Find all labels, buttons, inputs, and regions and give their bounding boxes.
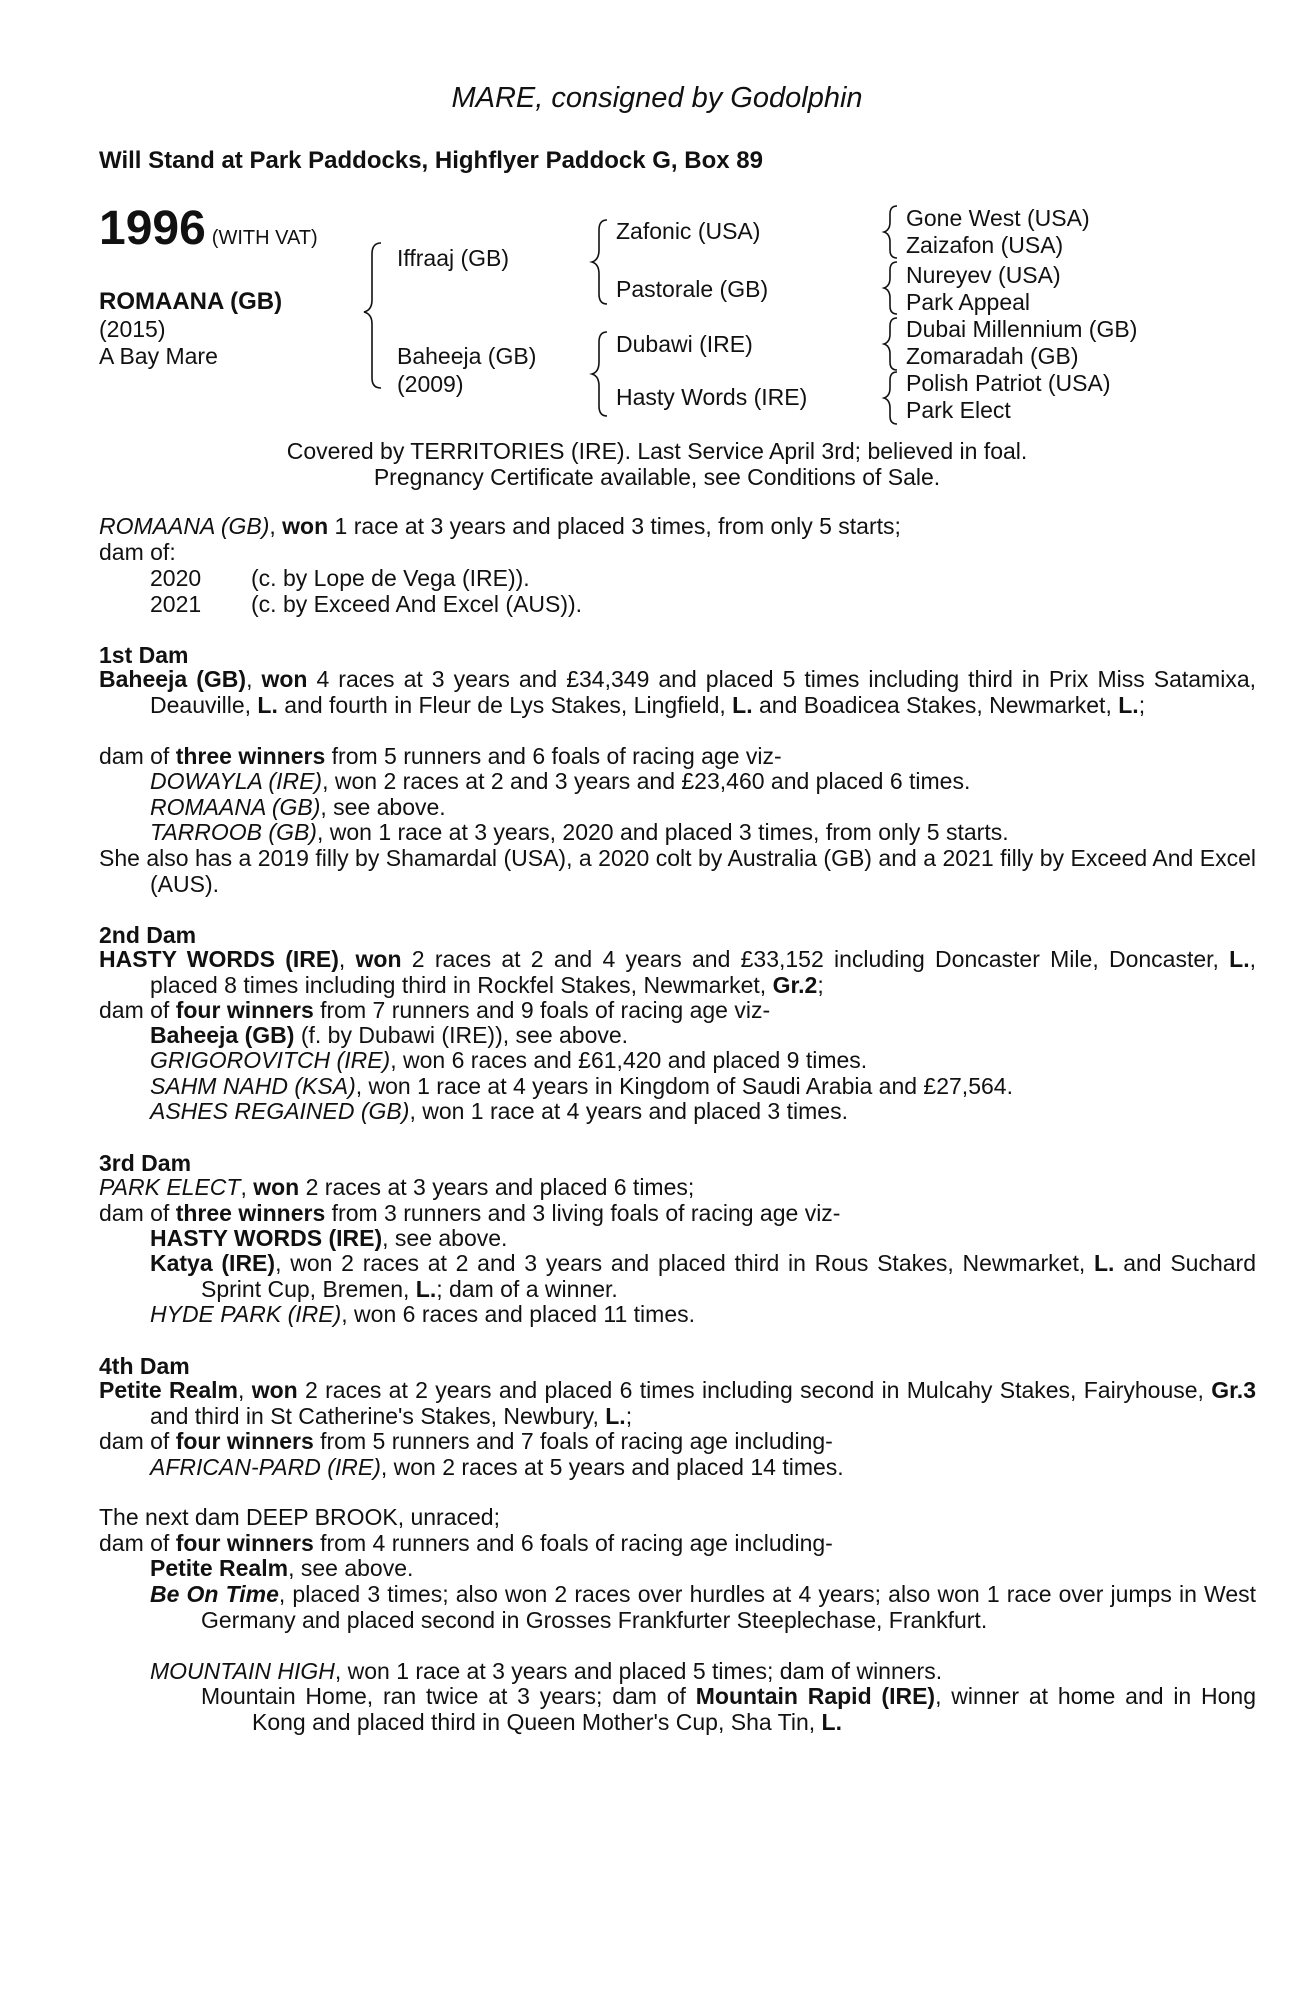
second-dam-offspring-2 <box>150 1048 867 1074</box>
dam-of-prefix: dam of <box>99 1428 176 1454</box>
pedigree-sd-dam: Park Appeal <box>906 289 1031 315</box>
next-dam-grand-offspring <box>201 1684 1256 1735</box>
first-dam-name: Baheeja (GB) <box>99 666 247 692</box>
offspring-record: , won 2 races at 5 years and placed 14 times. <box>380 1454 844 1480</box>
offspring-name: Petite Realm <box>150 1555 289 1581</box>
pedigree-dam-sire: Dubawi (IRE) <box>616 331 753 357</box>
next-dam-offspring-1 <box>150 1556 413 1582</box>
vat-note: (WITH VAT) <box>211 227 318 249</box>
pedigree-sire: Iffraaj (GB) <box>397 245 510 271</box>
produce-2: (c. by Exceed And Excel (AUS)). <box>251 591 583 617</box>
winners-count: four winners <box>175 997 314 1023</box>
first-dam-also-has: She also has a 2019 filly by Shamardal (USA), a 2020 colt by Australia (GB) and a 2021 filly by Exceed And Excel (AUS). <box>99 845 1256 897</box>
offspring-name: ASHES REGAINED (GB) <box>150 1098 410 1124</box>
offspring-record: , won 1 race at 4 years and placed 3 times. <box>409 1098 848 1124</box>
offspring-name: MOUNTAIN HIGH <box>150 1658 335 1684</box>
pedigree-sire-sire: Zafonic (USA) <box>616 218 761 244</box>
group-badge: Gr.3 <box>1211 1377 1256 1403</box>
offspring-record: , see above. <box>382 1225 508 1251</box>
listed-badge: L. <box>415 1275 437 1302</box>
offspring-name: Be On Time <box>150 1581 279 1607</box>
third-dam-offspring-3 <box>150 1302 695 1328</box>
third-dam-text: 2 races at 3 years and placed 6 times; <box>299 1174 695 1200</box>
first-dam-text-3: and Boadicea Stakes, Newmarket, <box>752 691 1119 718</box>
dam-of-rest: from 3 runners and 3 living foals of racing age viz- <box>325 1200 841 1226</box>
second-dam-offspring-1 <box>150 1023 628 1049</box>
intro-rest: 1 race at 3 years and placed 3 times, from only 5 starts; <box>328 513 901 539</box>
listed-badge: L. <box>1229 946 1250 972</box>
dam-of-prefix: dam of <box>99 743 176 769</box>
third-dam-won: won <box>253 1174 300 1200</box>
group-badge: Gr.2 <box>772 971 818 998</box>
pedigree-ss-dam: Zaizafon (USA) <box>906 232 1064 258</box>
third-dam-record: PARK ELECT, won 2 races at 3 years and placed 6 times; <box>99 1174 695 1200</box>
offspring-name: SAHM NAHD (KSA) <box>150 1073 356 1099</box>
offspring-record: , winner at home and in Hong Kong and placed third in Queen Mother's Cup, Sha Tin, <box>252 1683 1257 1735</box>
dam-of-rest: from 4 runners and 6 foals of racing age including- <box>313 1530 833 1556</box>
second-dam-text-3: ; <box>817 971 824 998</box>
intro-dam-of: dam of: <box>99 539 176 565</box>
next-dam-offspring-2 <box>150 1582 1256 1633</box>
fourth-dam-offspring-1 <box>150 1455 844 1481</box>
pedigree-sire-dam: Pastorale (GB) <box>616 276 769 302</box>
first-dam-offspring-2 <box>150 795 446 821</box>
dam-of-rest: from 7 runners and 9 foals of racing age viz- <box>313 997 771 1023</box>
second-dam-record: HASTY WORDS (IRE), won 2 races at 2 and 4 years and £33,152 including Doncaster Mile, Doncaster, L., placed 8 times including third in Rockfel Stakes, Newmarket, Gr.2; <box>99 946 1257 998</box>
second-dam-heading: 2nd Dam <box>99 922 197 948</box>
pedigree-dam-year: (2009) <box>397 371 464 397</box>
fourth-dam-won: won <box>251 1377 298 1403</box>
intro-line: ROMAANA (GB), won 1 race at 3 years and placed 3 times, from only 5 starts; <box>99 513 901 539</box>
first-dam-text-1: 4 races at 3 years and £34,349 and placed 5 times including third in Prix Miss Satamixa, Deauville, <box>150 666 1256 718</box>
third-dam-produce-summary <box>99 1201 840 1227</box>
winners-count: four winners <box>175 1428 314 1454</box>
dam-of-rest: from 5 runners and 7 foals of racing age including- <box>313 1428 833 1454</box>
produce-1: (c. by Lope de Vega (IRE)). <box>251 565 530 591</box>
pedigree-ss-sire: Gone West (USA) <box>906 205 1090 231</box>
offspring-name: Mountain Rapid (IRE) <box>695 1683 936 1709</box>
offspring-name: Baheeja (GB) <box>150 1022 295 1048</box>
pedigree-ds-dam: Zomaradah (GB) <box>906 343 1079 369</box>
listed-badge: L. <box>1094 1250 1115 1276</box>
offspring-record: and Suchard Sprint Cup, Bremen, <box>201 1250 1256 1302</box>
pedigree-ds-sire: Dubai Millennium (GB) <box>906 316 1138 342</box>
offspring-name: HYDE PARK (IRE) <box>150 1301 342 1327</box>
listed-badge: L. <box>257 691 278 718</box>
second-dam-offspring-3 <box>150 1074 1013 1100</box>
covered-line-1: Covered by TERRITORIES (IRE). Last Service April 3rd; believed in foal. <box>286 438 1028 464</box>
first-dam-text-2: and fourth in Fleur de Lys Stakes, Lingfield, <box>277 691 733 718</box>
first-dam-text-4: ; <box>1138 691 1146 718</box>
listed-badge: L. <box>732 691 753 718</box>
fourth-dam-text-1: 2 races at 2 years and placed 6 times including second in Mulcahy Stakes, Fairyhouse, <box>297 1377 1212 1403</box>
catalogue-header: MARE, consigned by Godolphin <box>451 82 863 114</box>
pedigree-dd-sire: Polish Patriot (USA) <box>906 370 1111 396</box>
first-dam-offspring-3 <box>150 820 1009 846</box>
dam-of-rest: from 5 runners and 6 foals of racing age viz- <box>325 743 782 769</box>
next-dam-line: The next dam DEEP BROOK, unraced; <box>99 1504 500 1530</box>
offspring-record: Mountain Home, ran twice at 3 years; dam of <box>201 1683 696 1709</box>
third-dam-offspring-2 <box>150 1251 1256 1302</box>
listed-badge: L. <box>605 1402 626 1429</box>
third-dam-heading: 3rd Dam <box>99 1150 192 1176</box>
offspring-record: , won 2 races at 2 and 3 years and placed third in Rous Stakes, Newmarket, <box>275 1250 1094 1276</box>
second-dam-offspring-4 <box>150 1099 848 1125</box>
first-dam-produce-summary <box>99 744 782 770</box>
winners-count: three winners <box>175 743 326 769</box>
third-dam-name: PARK ELECT <box>99 1174 241 1200</box>
offspring-name: DOWAYLA (IRE) <box>150 768 323 794</box>
second-dam-name: HASTY WORDS (IRE) <box>99 946 339 972</box>
produce-year-2: 2021 <box>150 591 202 617</box>
second-dam-won: won <box>355 946 402 972</box>
fourth-dam-heading: 4th Dam <box>99 1353 190 1379</box>
offspring-name: GRIGOROVITCH (IRE) <box>150 1047 391 1073</box>
fourth-dam-record: Petite Realm, won 2 races at 2 years and placed 6 times including second in Mulcahy Stakes, Fairyhouse, Gr.3 and third in St Catherine's Stakes, Newbury, L.; <box>99 1377 1256 1429</box>
horse-year: (2015) <box>99 316 166 342</box>
pedigree-dam-dam: Hasty Words (IRE) <box>616 384 808 410</box>
offspring-name: Katya (IRE) <box>150 1250 276 1276</box>
intro-name: ROMAANA (GB) <box>99 513 270 539</box>
first-dam-record: Baheeja (GB), won 4 races at 3 years and £34,349 and placed 5 times including third in Prix Miss Satamixa, Deauville, L. and fourth in Fleur de Lys Stakes, Lingfield, L. and Boadicea Stakes, Newmarket, L.; <box>99 666 1256 718</box>
offspring-record: , see above. <box>320 794 446 820</box>
offspring-record: (f. by Dubawi (IRE)), see above. <box>294 1022 629 1048</box>
dam-of-prefix: dam of <box>99 1530 176 1556</box>
pedigree-dam: Baheeja (GB) <box>397 343 537 369</box>
winners-count: four winners <box>175 1530 314 1556</box>
horse-description: A Bay Mare <box>99 343 218 369</box>
offspring-record: , won 1 race at 3 years and placed 5 times; dam of winners. <box>334 1658 943 1684</box>
offspring-name: AFRICAN-PARD (IRE) <box>150 1454 381 1480</box>
pedigree-dd-dam: Park Elect <box>906 397 1011 423</box>
second-dam-produce-summary <box>99 998 770 1024</box>
offspring-record: , won 1 race at 3 years, 2020 and placed 3 times, from only 5 starts. <box>316 819 1009 845</box>
first-dam-offspring-1 <box>150 769 970 795</box>
horse-name: ROMAANA (GB) <box>99 288 283 315</box>
offspring-record: , won 2 races at 2 and 3 years and £23,460 and placed 6 times. <box>322 768 971 794</box>
offspring-record: , won 1 race at 4 years in Kingdom of Saudi Arabia and £27,564. <box>355 1073 1013 1099</box>
winners-count: three winners <box>175 1200 326 1226</box>
offspring-record: , placed 3 times; also won 2 races over hurdles at 4 years; also won 1 race over jumps in West Germany and placed second in Grosses Frankfurter Steeplechase, Frankfurt. <box>201 1581 1256 1633</box>
lot-number-value: 1996 <box>99 202 206 255</box>
dam-of-prefix: dam of <box>99 1200 176 1226</box>
intro-won: won <box>282 513 329 539</box>
third-dam-offspring-1 <box>150 1226 507 1252</box>
pedigree-sd-sire: Nureyev (USA) <box>906 262 1061 288</box>
offspring-name: HASTY WORDS (IRE) <box>150 1225 383 1251</box>
covered-line-2: Pregnancy Certificate available, see Conditions of Sale. <box>373 464 941 490</box>
fourth-dam-text-2: and third in St Catherine's Stakes, Newbury, <box>150 1402 606 1429</box>
next-dam-produce-summary <box>99 1531 833 1557</box>
second-dam-text-1: 2 races at 2 and 4 years and £33,152 including Doncaster Mile, Doncaster, <box>401 946 1230 972</box>
next-dam-offspring-3 <box>150 1659 942 1685</box>
offspring-record: , see above. <box>288 1555 414 1581</box>
fourth-dam-produce-summary <box>99 1429 833 1455</box>
produce-year-1: 2020 <box>150 565 202 591</box>
listed-badge: L. <box>821 1708 842 1735</box>
second-dam-text-2: , placed 8 times including third in Rockfel Stakes, Newmarket, <box>150 946 1257 998</box>
stand-location: Will Stand at Park Paddocks, Highflyer Paddock G, Box 89 <box>99 147 763 174</box>
listed-badge: L. <box>1118 691 1139 718</box>
offspring-name: TARROOB (GB) <box>150 819 317 845</box>
fourth-dam-text-3: ; <box>625 1402 633 1429</box>
first-dam-heading: 1st Dam <box>99 642 189 668</box>
dam-of-prefix: dam of <box>99 997 176 1023</box>
offspring-record: , won 6 races and placed 11 times. <box>341 1301 695 1327</box>
fourth-dam-name: Petite Realm <box>99 1377 238 1403</box>
offspring-record: ; dam of a winner. <box>436 1275 618 1302</box>
offspring-name: ROMAANA (GB) <box>150 794 321 820</box>
first-dam-won: won <box>261 666 308 692</box>
offspring-record: , won 6 races and £61,420 and placed 9 times. <box>390 1047 868 1073</box>
